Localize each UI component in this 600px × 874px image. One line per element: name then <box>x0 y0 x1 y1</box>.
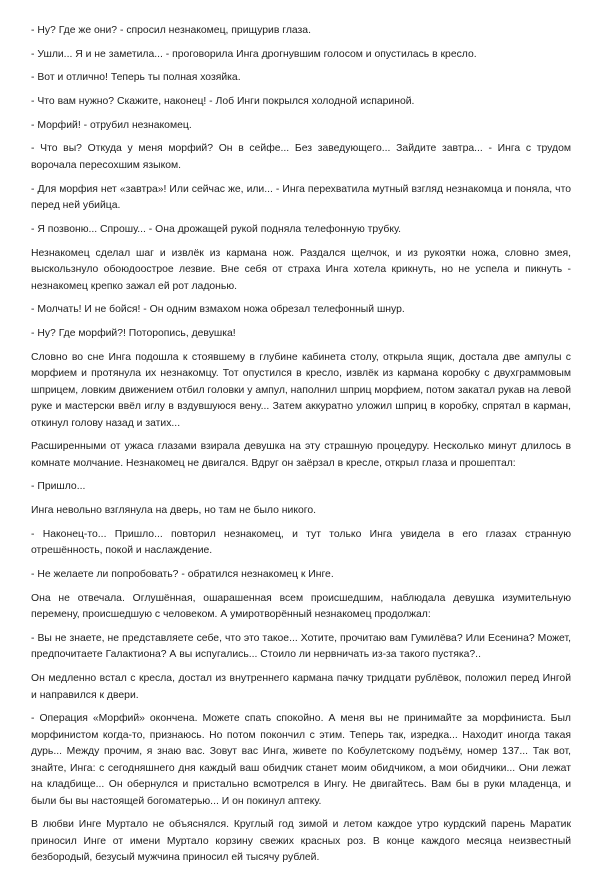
paragraph: - Морфий! - отрубил незнакомец. <box>31 119 192 131</box>
paragraph: - Наконец-то... Пришло... повторил незнакомец, и тут только Инга увидела в его глазах странную отрешённость, покой и наслаждение. <box>31 528 571 557</box>
paragraph: В любви Инге Муртало не объяснялся. Круглый год зимой и летом каждое утро курдский парень Маратик приносил Инге от имени Муртало корзину свежих красных роз. В конце каждого месяца неизвестный безбородый, безусый мужчина приносил ей тысячу рублей. <box>31 819 571 864</box>
paragraph: Он медленно встал с кресла, достал из внутреннего кармана пачку тридцати рублёвок, положил перед Ингой и направился к двери. <box>31 673 571 701</box>
paragraph: - Вы не знаете, не представляете себе, что это такое... Хотите, прочитаю вам Гумилёва? Или Есенина? Может, предпочитаете Галактиона? А вы испугались... Стоило ли нервничать из-за такого пустяка?.. <box>31 632 571 661</box>
paragraph: - Не желаете ли попробовать? - обратился незнакомец к Инге. <box>31 569 334 580</box>
paragraph: - Ну? Где же они? - спросил незнакомец, прищурив глаза. <box>31 25 311 36</box>
paragraph: Инга невольно взглянула на дверь, но там не было никого. <box>31 505 316 517</box>
paragraph: Расширенными от ужаса глазами взирала девушка на эту страшную процедуру. Несколько минут длилось в комнате молчание. Незнакомец не двигался. Вдруг он заёрзал в кресле, открыл глаза и прошептал: <box>31 441 571 469</box>
paragraph: Незнакомец сделал шаг и извлёк из кармана нож. Раздался щелчок, и из рукоятки ножа, словно змея, выскользнуло обоюдоострое лезвие. Вне себя от страха Инга хотела крикнуть, но не успела и пикнуть - незнакомец крепко зажал ей рот ладонью. <box>31 247 571 292</box>
paragraph: - Ушли... Я и не заметила... - проговорила Инга дрогнувшим голосом и опустилась в кресло. <box>31 48 477 60</box>
paragraph: Словно во сне Инга подошла к стоявшему в глубине кабинета столу, открыла ящик, достала две ампулы с морфием и протянула их незнакомцу. Тот опустился в кресло, извлёк из кармана коробку с двухграммовым шприцем, ловким движением отбил головки у ампул, наполнил шприц морфием, потом закатал рукав на левой руке и мастерски ввёл иглу в вздувшуюся вену... Затем аккуратно уложил шприц в коробку, спрятал в карман, откинул голову назад и затих... <box>31 351 571 429</box>
paragraph: Она не отвечала. Оглушённая, ошарашенная всем происшедшим, наблюдала девушка изумительную перемену, происшедшую с человеком. А умиротворённый незнакомец продолжал: <box>31 592 571 621</box>
document-page <box>31 23 571 874</box>
paragraph: - Операция «Морфий» окончена. Можете спать спокойно. А меня вы не принимайте за морфиниста. Был морфинистом когда-то, признаюсь. Но потом покончил с этим. Теперь так, изредка... Находит иногда такая дурь... Между прочим, я знаю вас. Зовут вас Инга, живете по Кобулетскому подъёму, номер 137... Так вот, знайте, Инга: с сегодняшнего дня каждый ваш обидчик станет моим обидчиком, а мои обидчики... Они лежат на кладбище... Он обернулся и пристально всмотрелся в Ингу. Не двигайтесь. Вам бы в руки младенца, и были бы вы настоящей богоматерью... И он покинул аптеку. <box>31 713 571 807</box>
paragraph: - Молчать! И не бойся! - Он одним взмахом ножа обрезал телефонный шнур. <box>31 304 405 316</box>
paragraph: - Что вам нужно? Скажите, наконец! - Лоб Инги покрылся холодной испариной. <box>31 96 415 108</box>
paragraph: - Ну? Где морфий?! Поторопись, девушка! <box>31 327 236 339</box>
paragraph: - Для морфия нет «завтра»! Или сейчас же, или... - Инга перехватила мутный взгляд незнакомца и поняла, что перед ней убийца. <box>31 183 571 212</box>
paragraph: - Что вы? Откуда у меня морфий? Он в сейфе... Без заведующего... Зайдите завтра... - Инга с трудом ворочала пересохшим языком. <box>31 143 571 171</box>
paragraph: - Пришло... <box>31 481 86 493</box>
paragraph: - Я позвоню... Спрошу... - Она дрожащей рукой подняла телефонную трубку. <box>31 223 402 235</box>
paragraph: - Вот и отлично! Теперь ты полная хозяйка. <box>31 72 241 84</box>
